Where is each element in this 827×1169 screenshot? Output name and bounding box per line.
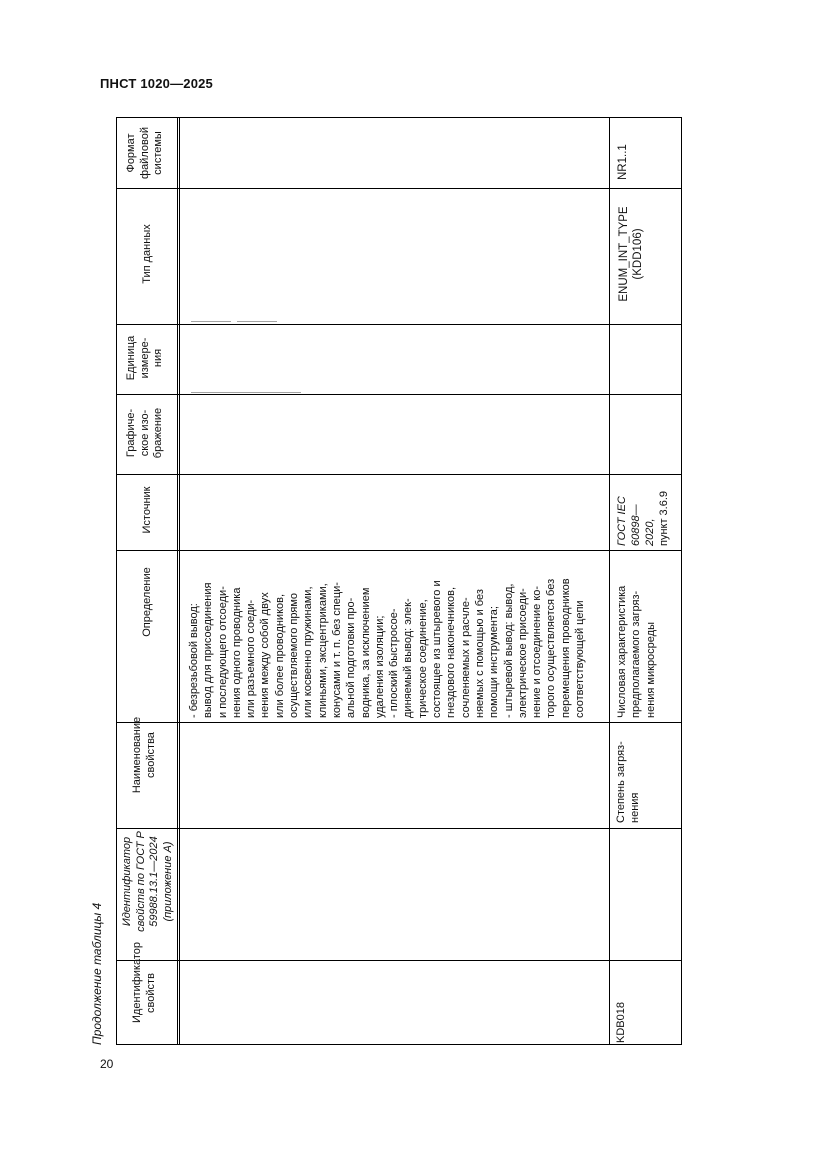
page-number: 20 (100, 1057, 114, 1071)
column-border (117, 324, 681, 325)
row-border (609, 118, 610, 1044)
column-border (117, 828, 681, 829)
column-border (117, 474, 681, 475)
column-border (117, 722, 681, 723)
row2-definition: Числовая характеристика предполагаемого загряз- нения микросреды (616, 585, 657, 718)
row2-name: Степень загряз- нения (615, 741, 641, 823)
row2-source: ГОСТ IEC 60898— 2020, пункт 3.6.9 (616, 490, 670, 546)
properties-table (116, 117, 682, 1045)
document-header: ПНСТ 1020—2025 (100, 76, 213, 91)
column-border (117, 394, 681, 395)
row2-prop-id: KDB018 (615, 1002, 627, 1043)
column-border (117, 550, 681, 551)
header-gost-id: Идентификатор свойств по ГОСТ Р 59988.13.1—2024 (приложение А) (121, 831, 174, 932)
header-prop-id: Идентификатор свойств (131, 942, 157, 1023)
row1-definition: - безрезьбовой вывод: вывод для присоединения и последующего отсоеди- нения одного проводника или разъемного соеди- нения между собой двух или более проводников, осуществляемого прямо или косвенно пружинами, клиньями, эксцентриками, конусами и т. п. без специ- альной подготовки про- водника, за исключением удаления изоляции; - плоский быстросое- диняемый вывод: элек- трическое соединение, состоящее из штыревого и гнездового наконечников, сочленяемых и расчле- няемых с помощью и без помощи инструмента; - штыревой вывод: вывод, электрическое присоеди- нение и отсоединение ко- торого осуществляется без перемещения проводников соответствующей цепи (188, 578, 587, 718)
header-definition: Определение (141, 567, 153, 637)
header-source: Источник (141, 486, 153, 534)
table-caption: Продолжение таблицы 4 (90, 902, 104, 1045)
header-unit: Единица измере- ния (125, 335, 164, 381)
header-data-type: Тип данных (141, 224, 153, 284)
column-border (117, 960, 681, 961)
header-name: Наименование свойства (131, 716, 157, 794)
row2-data-type: ENUM_INT_TYPE (KDD106) (618, 206, 644, 302)
header-format: Формат файловой системы (125, 127, 164, 179)
header-graphic: Графиче- ское изо- бражение (125, 407, 164, 459)
header-row-border (177, 118, 180, 1044)
column-border (117, 188, 681, 189)
row2-format: NR1..1 (617, 144, 629, 180)
